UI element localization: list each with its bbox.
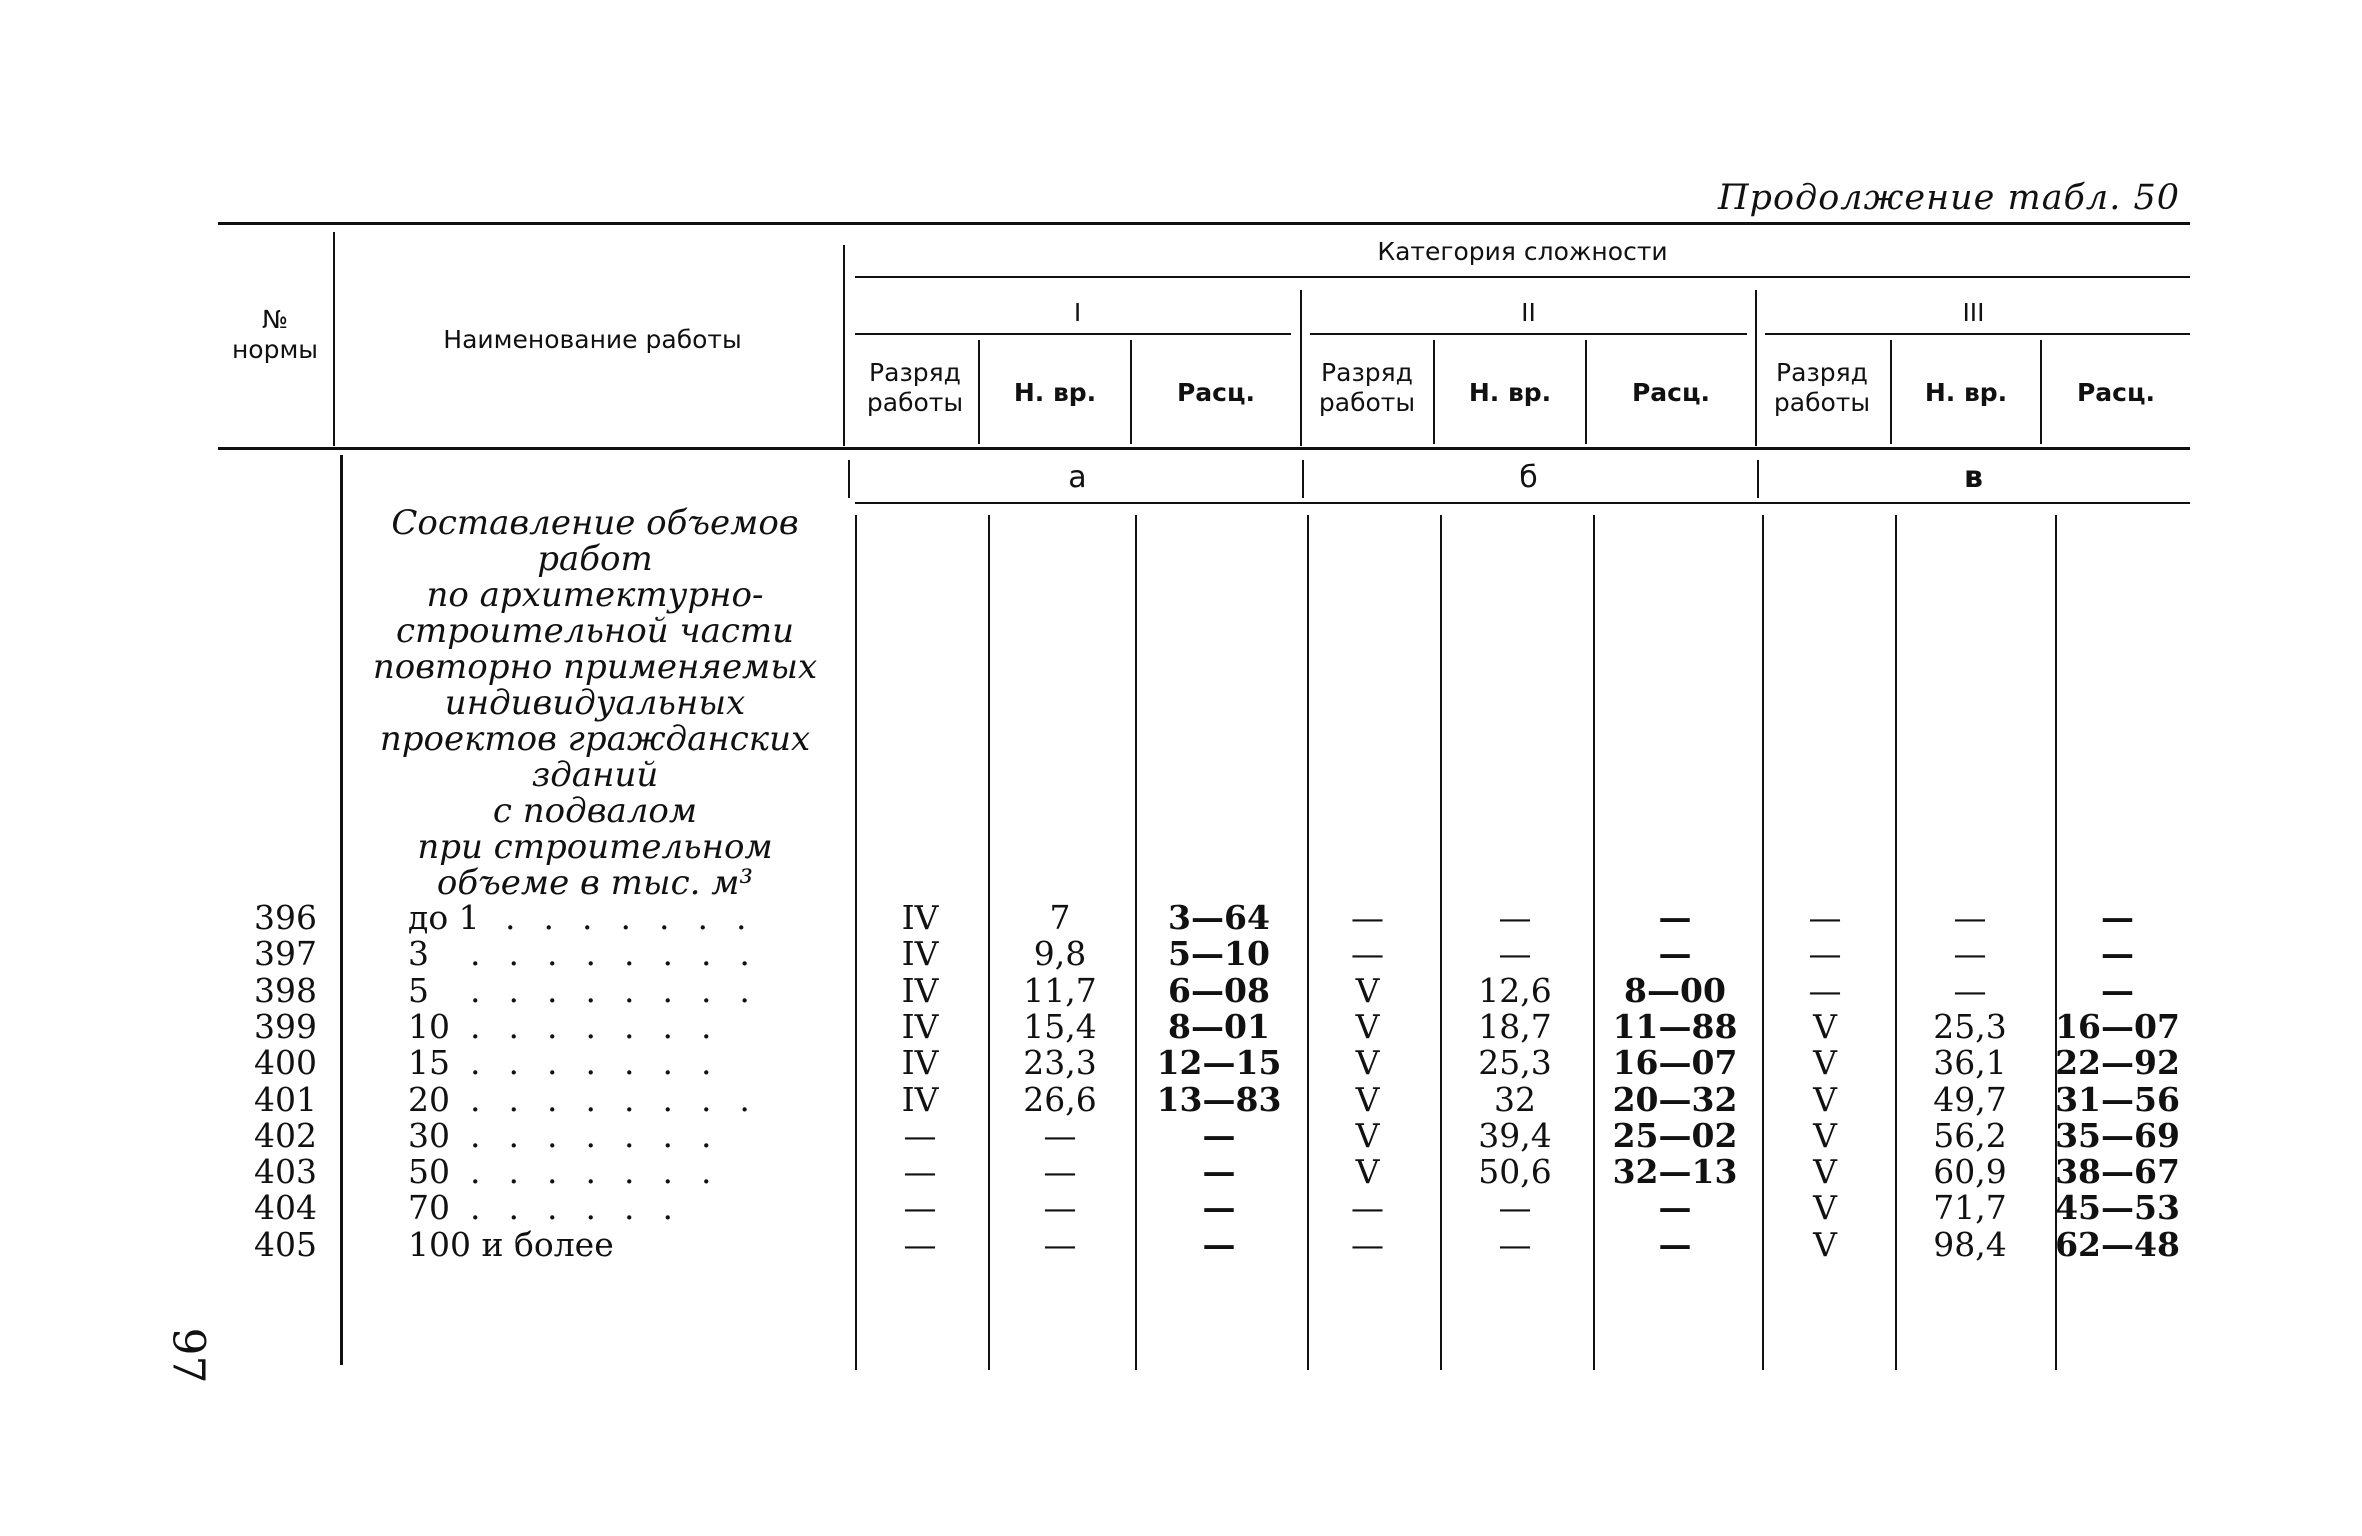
cat1-rank: — [903,1152,937,1192]
cat1-rate: — [1202,1152,1236,1192]
leader-dots: ....... [470,1008,740,1045]
norm-number: 403 [254,1152,317,1192]
cat3-rank: V [1813,1152,1837,1192]
cat3-rank: — [1808,934,1842,974]
cat1-time: 15,4 [1023,1006,1097,1046]
norm-number: 405 [254,1224,317,1264]
cat3-time: 98,4 [1933,1224,2007,1264]
header-work-name: Наименование работы [443,325,742,354]
cat2-time: 18,7 [1478,1006,1552,1046]
header-level-2: II [1521,298,1536,327]
cat1-time: — [1043,1188,1077,1228]
cat2-rate: 20—32 [1612,1079,1738,1119]
cat2-time: — [1498,898,1532,937]
cat2-rank: — [1351,1188,1384,1228]
volume-label: 20 [408,1079,450,1119]
cat3-time: — [1953,898,1987,937]
letters-rule [855,502,2190,504]
cat3-rank: V [1813,1115,1837,1155]
cat2-rank: V [1355,1043,1380,1083]
letter-v: в [1964,460,1983,495]
level-rule-2 [1310,333,1747,335]
cat1-rate: — [1202,1188,1236,1228]
table-caption: Продолжение табл. 50 [1718,178,2180,218]
desc-line: объеме в тыс. м³ [436,863,754,903]
cat2-rank: V [1355,1115,1380,1155]
desc-line: Составление объемов работ [391,503,799,579]
header-rank-3: Разряд работы [1773,358,1871,417]
cat2-time: 12,6 [1478,970,1552,1010]
desc-line: по архитектурно- [426,575,764,615]
cat1-rank: IV [901,1006,939,1046]
norm-number: 404 [254,1188,317,1228]
category-rule [855,276,2190,278]
cat1-rate: — [1202,1224,1236,1264]
cat2-rank: V [1355,1152,1380,1192]
table-row [0,970,2362,1010]
table-row [0,1045,2362,1081]
header-bottom-rule [218,447,2190,450]
cat1-rate: 6—08 [1168,970,1270,1010]
volume-label: до 1 [408,898,480,937]
cat1-rate: — [1202,1115,1236,1155]
cat1-rank: IV [901,898,939,937]
cat2-time: 39,4 [1478,1115,1552,1155]
vline-l1 [848,460,850,498]
cat2-time: 50,6 [1478,1152,1552,1192]
table-row [0,900,2362,936]
header-rank-2: Разряд работы [1318,358,1416,417]
cat3-rank: V [1813,1006,1837,1046]
volume-label: 50 [408,1152,450,1192]
cat2-rank: — [1351,898,1384,937]
cat1-rank: — [903,1224,937,1264]
letter-b: б [1519,460,1538,495]
table-row [0,1079,2362,1119]
cat1-rank: IV [901,1043,939,1083]
leader-dots: ....... [470,1154,740,1191]
leader-dots: ........ [470,972,778,1009]
cat1-rate: 13—83 [1156,1079,1282,1119]
header-rate-3: Расц. [2076,378,2156,407]
leader-dots: ........ [470,936,778,973]
cat3-rank: V [1813,1079,1837,1119]
cat1-rank: IV [901,934,939,974]
volume-label: 10 [408,1006,450,1046]
header-rank-1: Разряд работы [866,358,964,417]
vline-name [843,245,845,446]
leader-dots: ....... [470,1045,740,1082]
cat2-rank: — [1351,934,1384,974]
cat2-rank: — [1351,1224,1384,1264]
desc-line: индивидуальных [444,683,746,723]
cat3-rate: 22—92 [2055,1043,2180,1083]
cat2-rank: V [1355,970,1380,1010]
volume-label: 100 и более [408,1224,614,1264]
volume-label: 5 [408,970,429,1010]
cat1-time: 9,8 [1033,934,1087,974]
desc-line: с подвалом [492,791,698,831]
cat2-rate: — [1658,1224,1692,1264]
header-level-1: I [1073,298,1082,327]
cat1-rate: 8—01 [1168,1006,1270,1046]
volume-label: 30 [408,1115,450,1155]
cat2-rate: — [1658,898,1692,937]
cat3-rank: V [1813,1043,1837,1083]
cat2-time: 25,3 [1478,1043,1552,1083]
cat3-rate: — [2101,898,2134,937]
cat1-time: 26,6 [1023,1079,1097,1119]
header-rate-1: Расц. [1176,378,1256,407]
header-time-3: Н. вр. [1924,378,2008,407]
top-rule [218,222,2190,225]
cat3-rank: V [1813,1188,1837,1228]
cat1-time: 7 [1049,898,1071,937]
desc-line: проектов гражданских [379,719,811,759]
cat1-rate: 12—15 [1156,1043,1282,1083]
cat3-time: — [1953,934,1987,974]
cat1-rate: 5—10 [1168,934,1270,974]
cat3-rank: — [1808,898,1842,937]
cat1-rate: 3—64 [1168,898,1270,937]
norm-number: 396 [254,898,317,937]
cat3-rate: — [2101,970,2134,1010]
cat3-rank: — [1808,970,1842,1010]
cat1-time: — [1043,1224,1077,1264]
table-row [0,1224,2362,1264]
cat3-time: 71,7 [1933,1188,2007,1228]
cat2-rate: 25—02 [1612,1115,1738,1155]
cat3-time: 60,9 [1933,1152,2007,1192]
vline-no [333,232,335,446]
cat1-time: — [1043,1152,1077,1192]
cat1-rank: — [903,1115,937,1155]
header-rate-2: Расц. [1631,378,1711,407]
volume-label: 3 [408,934,429,974]
cat3-time: 49,7 [1933,1079,2007,1119]
desc-line: повторно применяемых [372,647,818,687]
norm-number: 400 [254,1043,317,1083]
leader-dots: ........ [470,1081,778,1118]
letter-a: а [1068,460,1087,495]
cat3-rate: 35—69 [2055,1115,2180,1155]
table-row [0,936,2362,972]
table-row [0,1115,2362,1155]
volume-label: 70 [408,1188,450,1228]
cat3-time: 25,3 [1933,1006,2007,1046]
level-rule-1 [855,333,1291,335]
cat2-rate: 32—13 [1612,1152,1738,1192]
norm-number: 401 [254,1079,317,1119]
cat3-rate: 16—07 [2055,1006,2180,1046]
norm-number: 397 [254,934,317,974]
work-description [340,505,850,901]
cat1-time: — [1043,1115,1077,1155]
norm-number: 398 [254,970,317,1010]
cat1-rank: IV [901,970,939,1010]
header-category: Категория сложности [1377,237,1668,266]
header-level-3: III [1962,298,1985,327]
cat3-rate: 38—67 [2055,1152,2180,1192]
page-number: 97 [162,1327,214,1384]
table-row [0,1154,2362,1190]
cat3-rank: V [1813,1224,1837,1264]
cat2-rate: 8—00 [1624,970,1726,1010]
desc-line: строительной части [395,611,795,651]
cat2-rank: V [1355,1079,1380,1119]
cat2-rate: — [1658,934,1692,974]
cat2-rate: 16—07 [1612,1043,1738,1083]
cat2-rate: 11—88 [1612,1006,1738,1046]
cat2-rank: V [1355,1006,1380,1046]
leader-dots: ....... [505,900,775,936]
norm-number: 402 [254,1115,317,1155]
cat2-time: — [1498,1224,1532,1264]
cat3-rate: 45—53 [2055,1188,2180,1228]
cat1-time: 11,7 [1023,970,1097,1010]
cat3-rate: 62—48 [2055,1224,2180,1264]
cat1-rank: — [903,1188,937,1228]
desc-line: при строительном [417,827,773,867]
cat2-time: — [1498,934,1532,974]
cat1-time: 23,3 [1023,1043,1097,1083]
desc-line: зданий [531,755,659,795]
header-time-1: Н. вр. [1013,378,1097,407]
header-time-2: Н. вр. [1468,378,1552,407]
cat3-time: 56,2 [1933,1115,2007,1155]
cat3-time: — [1953,970,1987,1010]
level-rule-3 [1765,333,2190,335]
header-norm-no: № нормы [231,305,319,364]
table-row [0,1190,2362,1226]
cat2-time: — [1498,1188,1532,1228]
leader-dots: ....... [470,1117,740,1154]
cat3-rate: — [2101,934,2134,974]
cat3-time: 36,1 [1933,1043,2007,1083]
cat3-rate: 31—56 [2055,1079,2180,1119]
norm-number: 399 [254,1006,317,1046]
cat2-time: 32 [1494,1079,1536,1119]
leader-dots: ...... [470,1190,701,1227]
cat1-rank: IV [901,1079,939,1119]
cat2-rate: — [1658,1188,1692,1228]
table-row [0,1006,2362,1046]
volume-label: 15 [408,1043,450,1083]
